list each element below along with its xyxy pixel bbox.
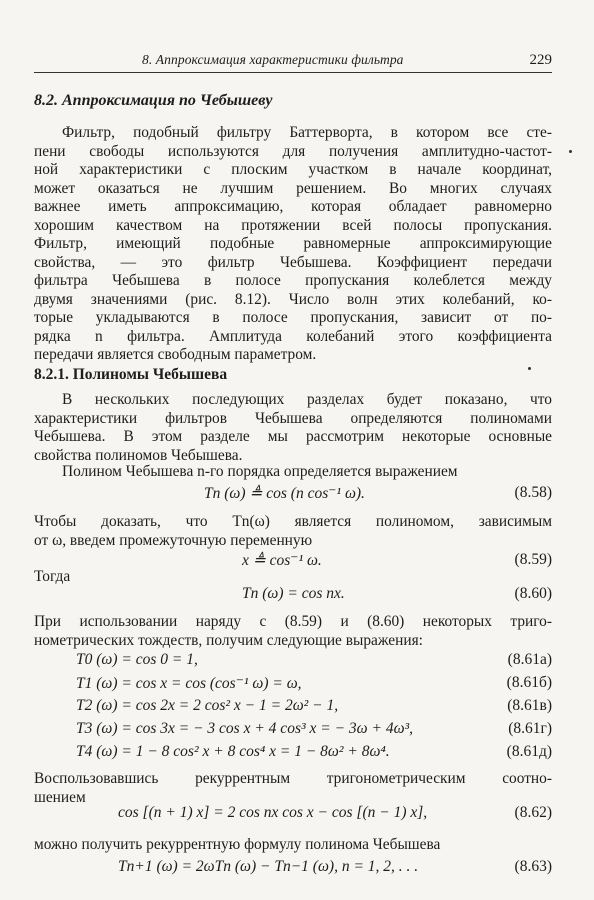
section-paragraph (34, 124, 552, 365)
equation-8-62: cos [(n + 1) x] = 2 cos nx cos x − cos [(n − 1) x], (118, 804, 428, 821)
equation-number: (8.61б) (506, 674, 552, 691)
text-line: хорошим качеством на протяжении всей полосы пропускания. (34, 216, 552, 234)
text-line: Полином Чебышева n-го порядка определяется выражением (62, 463, 458, 480)
page-header (34, 50, 552, 73)
result-line (34, 836, 552, 855)
equation-number: (8.61в) (507, 697, 552, 714)
running-head: 8. Аппроксимация характеристики фильтра (142, 52, 404, 67)
equation-8-61b: T1 (ω) = cos x = cos (cos⁻¹ ω) = ω, (76, 675, 302, 692)
text-line: характеристики фильтров Чебышева определяются полиномами (34, 409, 552, 427)
equation-8-61v: T2 (ω) = cos 2x = 2 cos² x − 1 = 2ω² − 1, (76, 697, 339, 714)
identities-paragraph (34, 613, 552, 650)
text-line: нометрических тождеств, получим следующие выражения: (34, 631, 423, 649)
text-line: шением (34, 788, 86, 806)
equation-number: (8.62) (514, 804, 552, 821)
then-word: Тогда (34, 568, 71, 585)
equation-number: (8.60) (514, 585, 552, 602)
equation-8-58: Tn (ω) ≜ cos (n cos⁻¹ ω). (204, 485, 365, 502)
subsection-title: 8.2.1. Полиномы Чебышева (34, 366, 228, 383)
text-line: свойства полиномов Чебышева. (34, 446, 243, 464)
text-line: от ω, введем промежуточную переменную (34, 531, 313, 549)
text-line: Чебышева. В этом разделе мы рассмотрим некоторые основные (34, 428, 552, 445)
text-line: Фильтр, имеющий подобные равномерные аппроксимирующие (34, 235, 552, 252)
text-line: В нескольких последующих разделах будет показано, что (62, 391, 552, 408)
equation-number: (8.61г) (508, 720, 552, 737)
equation-8-63: Tn+1 (ω) = 2ωTn (ω) − Tn−1 (ω), n = 1, 2, . . . (118, 858, 419, 875)
text-line: можно получить рекуррентную формулу полинома Чебышева (34, 836, 441, 853)
equation-8-59: x ≜ cos⁻¹ ω. (242, 552, 322, 569)
text-line: передачи является свободным параметром. (34, 346, 317, 363)
equation-8-61d: T4 (ω) = 1 − 8 cos² x + 8 cos⁴ x = 1 − 8ω² + 8ω⁴. (76, 743, 390, 760)
equation-number: (8.61a) (507, 651, 552, 668)
recurrence-paragraph (34, 770, 552, 807)
equation-number: (8.59) (514, 551, 552, 568)
text-line: важнее иметь аппроксимацию, которая обладает равномерно (34, 198, 552, 215)
proof-paragraph (34, 513, 552, 550)
equation-8-60: Tn (ω) = cos nx. (242, 585, 345, 602)
text-line: фильтра Чебышева в полосе пропускания колеблется между (34, 272, 552, 289)
text-line: свойства, — это фильтр Чебышева. Коэффициент передачи (34, 253, 552, 271)
text-line: Воспользовавшись рекуррентным тригонометрическим соотно- (34, 770, 552, 787)
equation-8-61g: T3 (ω) = cos 3x = − 3 cos x + 4 cos³ x = − 3ω + 4ω³, (76, 720, 414, 737)
text-line: рядка n фильтра. Амплитуда колебаний этого коэффициента (34, 327, 552, 345)
equation-number: (8.63) (514, 858, 552, 875)
equation-8-61a: T0 (ω) = cos 0 = 1, (76, 651, 198, 668)
subsection-intro (34, 391, 552, 465)
equation-number: (8.61д) (506, 743, 552, 760)
text-line: пени свободы используются для получения амплитудно-частот- (34, 142, 552, 160)
print-speck (528, 367, 531, 370)
text-line: Фильтр, подобный фильтру Баттерворта, в котором все сте- (62, 124, 552, 141)
page-number: 229 (529, 52, 552, 68)
text-line: ной характеристики с плоским участком в начале координат, (34, 161, 552, 178)
text-line: двумя значениями (рис. 8.12). Число волн этих колебаний, ко- (34, 290, 552, 308)
text-line: может оказаться не лучшим решением. Во многих случаях (34, 179, 552, 197)
section-title: 8.2. Аппроксимация по Чебышеву (34, 92, 273, 109)
definition-line (34, 463, 552, 482)
print-speck (569, 150, 572, 153)
equation-number: (8.58) (514, 484, 552, 501)
text-line: При использовании наряду с (8.59) и (8.60) некоторых триго- (34, 613, 552, 630)
text-line: Чтобы доказать, что Tn(ω) является полиномом, зависимым (34, 513, 552, 530)
text-line: торые укладываются в полосе пропускания, зависит от по- (34, 309, 552, 326)
